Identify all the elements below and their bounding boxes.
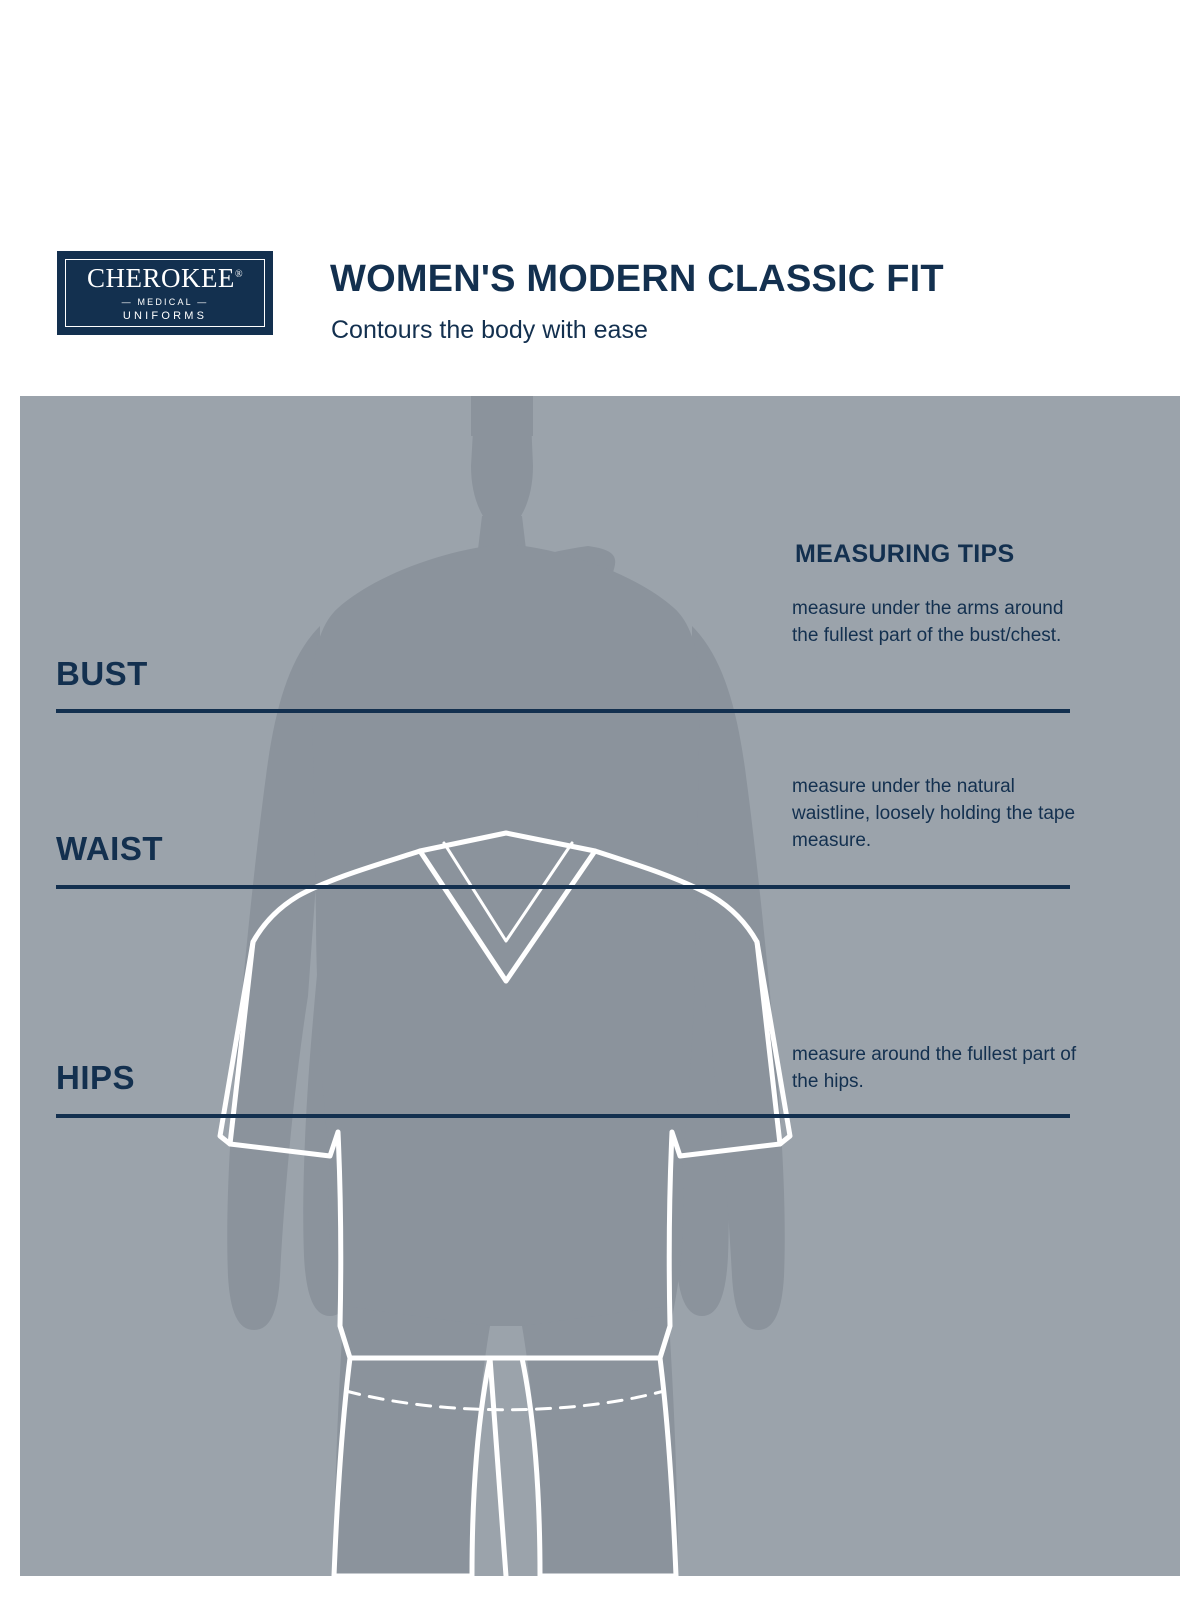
page-subtitle: Contours the body with ease bbox=[331, 316, 648, 344]
measure-label-waist: WAIST bbox=[56, 830, 163, 867]
header bbox=[0, 0, 1200, 400]
measuring-tip-waist: measure under the natural waistline, loosely holding the tape measure. bbox=[792, 776, 1076, 851]
brand-logo bbox=[57, 251, 273, 335]
fit-diagram-panel bbox=[20, 396, 1180, 1576]
measuring-tip-hips: measure around the fullest part of the hips. bbox=[792, 1044, 1077, 1092]
measuring-tip-bust: measure under the arms around the fullest part of the bust/chest. bbox=[792, 598, 1064, 646]
brand-name-text: CHEROKEE bbox=[86, 262, 235, 293]
measure-label-hips: HIPS bbox=[56, 1059, 136, 1096]
brand-name bbox=[86, 262, 244, 293]
measure-label-bust: BUST bbox=[56, 655, 148, 692]
figure-illustration bbox=[20, 396, 1180, 1576]
page-title: WOMEN'S MODERN CLASSIC FIT bbox=[330, 258, 944, 300]
measuring-tips-heading: MEASURING TIPS bbox=[795, 540, 1015, 568]
brand-logo-frame bbox=[65, 259, 265, 327]
brand-line-uniforms: UNIFORMS bbox=[122, 309, 208, 322]
measure-rule-waist bbox=[56, 885, 1070, 889]
measure-rule-hips bbox=[56, 1114, 1070, 1118]
measure-rule-bust bbox=[56, 709, 1070, 713]
registered-mark-icon: ® bbox=[234, 268, 244, 280]
brand-line-medical: — MEDICAL — bbox=[121, 296, 209, 307]
